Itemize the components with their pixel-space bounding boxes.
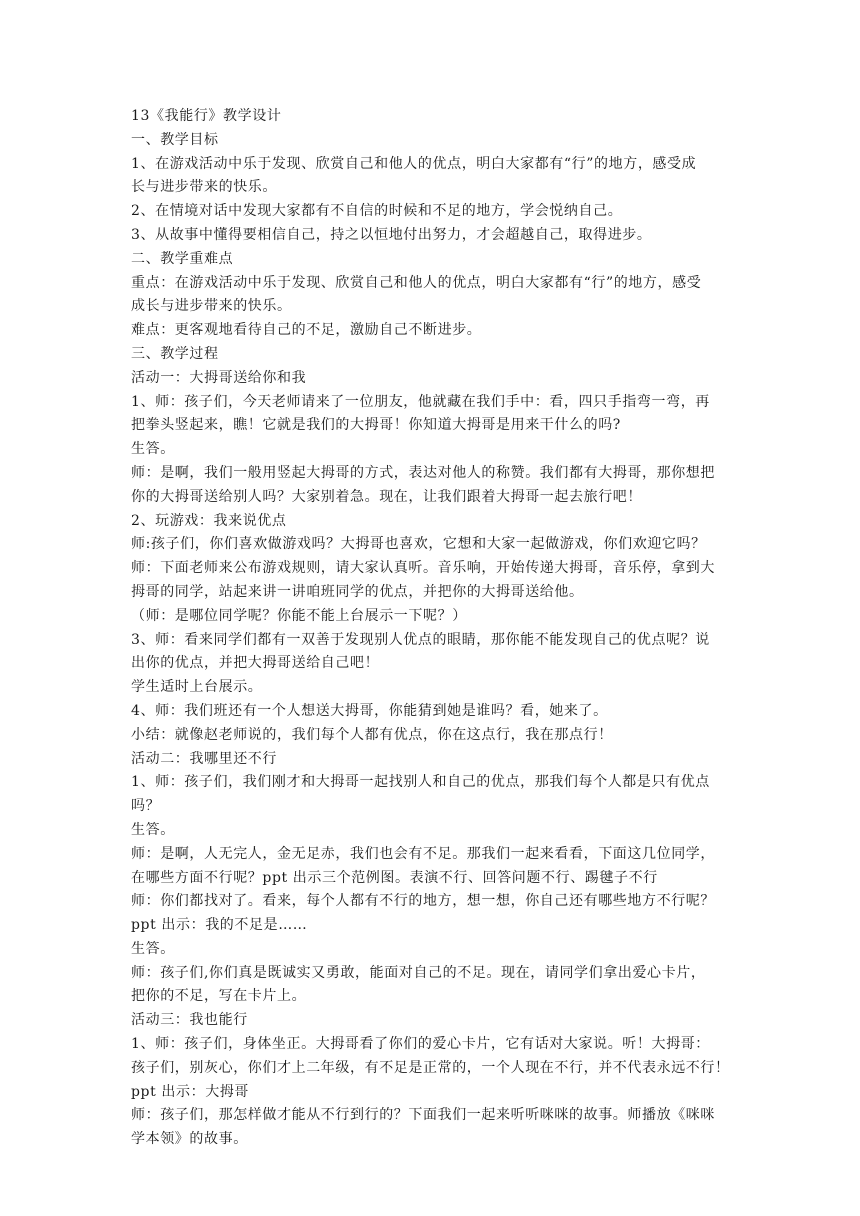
text-line: 师:孩子们，你们喜欢做游戏吗？大拇哥也喜欢，它想和大家一起做游戏，你们欢迎它吗？ (131, 536, 706, 553)
activity-heading-3: 活动三：我也能行 (131, 1012, 248, 1029)
text-line: 师：是啊，人无完人，金无足赤，我们也会有不足。那我们一起来看看，下面这几位同学， (131, 845, 715, 862)
text-line: 重点：在游戏活动中乐于发现、欣赏自己和他人的优点，明白大家都有“行”的地方，感受 (131, 274, 702, 291)
text-line: 孩子们，别灰心，你们才上二年级，有不足是正常的，一个人现在不行，并不代表永远不行！ (131, 1059, 730, 1076)
text-line: 吗？ (131, 798, 161, 815)
text-line: 学本领》的故事。 (131, 1131, 248, 1148)
text-line: 1、师：孩子们，今天老师请来了一位朋友，他就藏在我们手中：看，四只手指弯一弯，再 (131, 393, 710, 410)
text-line: 小结：就像赵老师说的，我们每个人都有优点，你在这点行，我在那点行！ (131, 726, 613, 743)
text-line: 生答。 (131, 441, 175, 458)
text-line: （师：是哪位同学呢？你能不能上台展示一下呢？） (131, 607, 467, 624)
activity-heading-2: 活动二：我哪里还不行 (131, 750, 277, 767)
text-line: 师：是啊，我们一般用竖起大拇哥的方式，表达对他人的称赞。我们都有大拇哥，那你想把 (131, 464, 715, 481)
text-line: 难点：更客观地看待自己的不足，激励自己不断进步。 (131, 322, 482, 339)
text-line: 1、师：孩子们，身体坐正。大拇哥看了你们的爱心卡片，它有话对大家说。听！大拇哥： (131, 1036, 710, 1053)
text-line: 把你的不足，写在卡片上。 (131, 988, 307, 1005)
text-line: 4、师：我们班还有一个人想送大拇哥，你能猜到她是谁吗？看，她来了。 (131, 702, 608, 719)
document-page (131, 105, 735, 1152)
text-line: 在哪些方面不行呢？ppt 出示三个范例图。表演不行、回答问题不行、踢毽子不行 (131, 869, 658, 886)
activity-heading-1: 活动一：大拇哥送给你和我 (131, 369, 307, 386)
text-line: 2、在情境对话中发现大家都有不自信的时候和不足的地方，学会悦纳自己。 (131, 203, 623, 220)
text-line: ppt 出示：我的不足是…… (131, 917, 308, 934)
text-line: 师：孩子们，那怎样做才能从不行到行的？下面我们一起来听听咪咪的故事。师播放《咪咪 (131, 1107, 715, 1124)
section-heading-key-points: 二、教学重难点 (131, 250, 234, 267)
text-line: 生答。 (131, 940, 175, 957)
text-line: 把拳头竖起来，瞧！它就是我们的大拇哥！你知道大拇哥是用来干什么的吗? (131, 417, 621, 434)
text-line: 出你的优点，并把大拇哥送给自己吧！ (131, 655, 380, 672)
text-line: 1、师：孩子们，我们刚才和大拇哥一起找别人和自己的优点，那我们每个人都是只有优点 (131, 774, 710, 791)
text-line: 拇哥的同学，站起来讲一讲咱班同学的优点，并把你的大拇哥送给他。 (131, 583, 584, 600)
text-line: 你的大拇哥送给别人吗？大家别着急。现在，让我们跟着大拇哥一起去旅行吧！ (131, 488, 642, 505)
text-line: 学生适时上台展示。 (131, 679, 263, 696)
text-line: 师：你们都找对了。看来，每个人都有不行的地方，想一想，你自己还有哪些地方不行呢？ (131, 893, 715, 910)
section-heading-goals: 一、教学目标 (131, 131, 219, 148)
text-line: 师：孩子们,你们真是既诚实又勇敢，能面对自己的不足。现在，请同学们拿出爱心卡片， (131, 964, 706, 981)
text-line: 3、从故事中懂得要相信自己，持之以恒地付出努力，才会超越自己，取得进步。 (131, 226, 652, 243)
text-line: 长与进步带来的快乐。 (131, 179, 277, 196)
text-line: 2、玩游戏：我来说优点 (131, 512, 287, 529)
document-title: 13《我能行》教学设计 (131, 108, 282, 124)
section-heading-process: 三、教学过程 (131, 345, 219, 362)
text-line: 1、在游戏活动中乐于发现、欣赏自己和他人的优点，明白大家都有“行”的地方，感受成 (131, 155, 697, 172)
text-line: 成长与进步带来的快乐。 (131, 298, 292, 315)
text-line: ppt 出示：大拇哥 (131, 1083, 249, 1100)
text-line: 师：下面老师来公布游戏规则，请大家认真听。音乐响，开始传递大拇哥，音乐停，拿到大 (131, 560, 715, 577)
text-line: 3、师：看来同学们都有一双善于发现别人优点的眼睛，那你能不能发现自己的优点呢？说 (131, 631, 710, 648)
text-line: 生答。 (131, 821, 175, 838)
